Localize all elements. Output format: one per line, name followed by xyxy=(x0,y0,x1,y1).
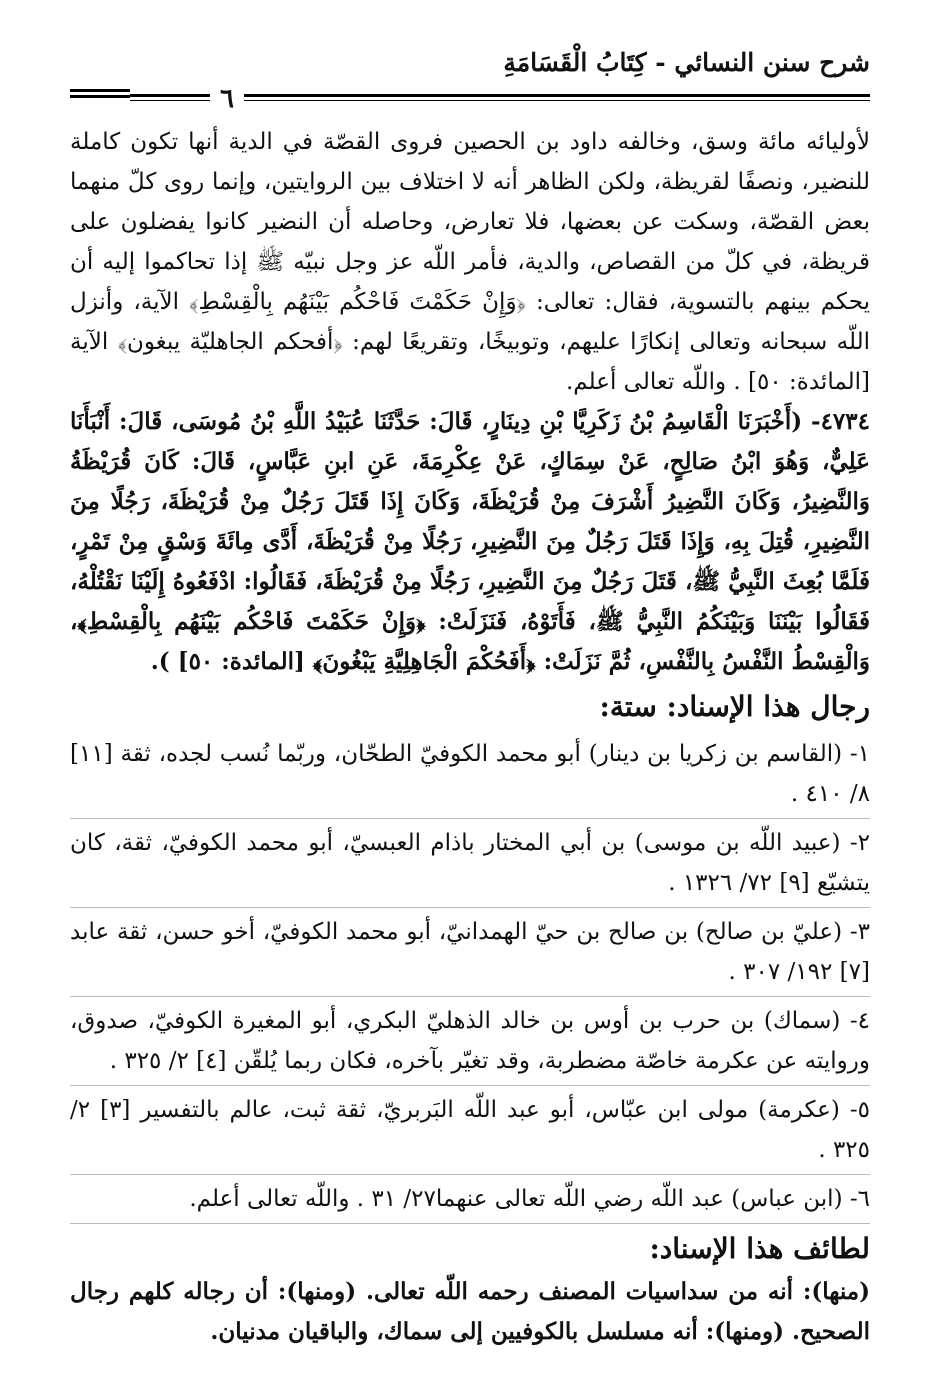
narrator-entry xyxy=(70,1090,870,1175)
narrator-text: ٥- (عكرمة) مولى ابن عبّاس، أبو عبد اللّه البَربريّ، ثقة ثبت، عالم بالتفسير [٣] ٢/ ٣٢٥ . xyxy=(70,1097,870,1163)
commentary-paragraph: لأوليائه مائة وسق، وخالفه داود بن الحصين فروى القصّة في الدية أنها تكون كاملة للنضير، ونصفًا لقريظة، ولكن الظاهر أنه لا اختلاف بين الروايتين، وإنما روى كلّ منهما بعض القصّة، وسكت عن بعضها، فلا تعارض، وحاصله أن النضير كانوا يفضلون على قريظة، في كلّ من القصاص، والدية، فأمر اللّه عز وجل نبيّه ﷺ إذا تحاكموا إليه أن يحكم بينهم بالتسوية، فقال: تعالى: ﴿وَإِنْ حَكَمْتَ فَاحْكُم بَيْنَهُم بِالْقِسْطِ﴾ الآية، وأنزل اللّه سبحانه وتعالى إنكارًا عليهم، وتوبيخًا، وتقريعًا لهم: ﴿أفحكم الجاهليّة يبغون﴾ الآية [المائدة: ٥٠] . واللّه تعالى أعلم. xyxy=(70,129,870,395)
narrator-text: ١- (القاسم بن زكريا بن دينار) أبو محمد الكوفيّ الطحّان، وربّما نُسب لجده، ثقة [١١] ٨/ ٤١٠ . xyxy=(70,741,870,807)
narrator-entry xyxy=(70,823,870,908)
hadith-text: ٤٧٣٤- (أَخْبَرَنَا الْقَاسِمُ بْنُ زَكَرِيَّا بْنِ دِينَارٍ، قَالَ: حَدَّثَنَا عُبَيْدُ اللَّهِ بْنُ مُوسَى، قَالَ: أَنْبَأَنَا عَلِيٌّ، وَهُوَ ابْنُ صَالِحٍ، عَنْ سِمَاكٍ، عَنْ عِكْرِمَةَ، عَنِ ابنِ عَبَّاسٍ، قَالَ: كَانَ قُرَيْظَةُ وَالنَّضِيرُ، وَكَانَ النَّضِيرُ أَشْرَفَ مِنْ قُرَيْظَةَ، وَكَانَ إِذَا قَتَلَ رَجُلٌ مِنْ قُرَيْظَةَ، رَجُلًا مِنَ النَّضِيرِ، قُتِلَ بِهِ، وَإِذَا قَتَلَ رَجُلٌ مِنَ النَّضِيرِ، رَجُلًا مِنْ قُرَيْظَةَ، أَدَّى مِائَةَ وَسْقٍ مِنْ تَمْرٍ، فَلَمَّا بُعِثَ النَّبِيُّ ﷺ، قَتَلَ رَجُلٌ مِنَ النَّضِيرِ، رَجُلًا مِنْ قُرَيْظَةَ، فَقَالُوا: ادْفَعُوهُ إِلَيْنَا نَقْتُلْهُ، فَقَالُوا بَيْنَنَا وَبَيْنَكُمُ النَّبِيُّ ﷺ، فَأَتَوْهُ، فَنَزَلَتْ: ﴿وَإِنْ حَكَمْتَ فَاحْكُم بَيْنَهُم بِالْقِسْطِ﴾، وَالْقِسْطُ النَّفْسُ بِالنَّفْسِ، ثُمَّ نَزَلَتْ: ﴿أَفَحُكْمَ الْجَاهِلِيَّةِ يَبْغُونَ﴾ [المائدة: ٥٠] ). xyxy=(70,408,870,675)
page-number: ٦ xyxy=(210,84,244,114)
narrator-entry xyxy=(70,1179,870,1224)
header-rule xyxy=(70,94,870,97)
header-ornament xyxy=(70,86,130,104)
narrator-text: ٣- (عليّ بن صالح) بن صالح بن حيّ الهمدانيّ، أبو محمد الكوفيّ، أخو حسن، ثقة عابد [٧] ١٩٢/ ٣٠٧ . xyxy=(70,919,870,985)
lataif-text: (منها): أنه من سداسيات المصنف رحمه اللّه تعالى. (ومنها): أن رجاله كلهم رجال الصحيح. (ومنها): أنه مسلسل بالكوفيين إلى سماك، والباقيان مدنيان. xyxy=(70,1278,870,1345)
document-page xyxy=(70,40,870,1352)
narrator-text: ٤- (سماك) بن حرب بن أوس بن خالد الذهليّ البكري، أبو المغيرة الكوفيّ، صدوق، وروايته عن عكرمة خاصّة مضطربة، وقد تغيّر بآخره، فكان ربما يُلقّن [٤] ٢/ ٣٢٥ . xyxy=(70,1008,870,1074)
header-rule-thin xyxy=(70,100,870,101)
narrator-entry xyxy=(70,734,870,819)
page-header xyxy=(70,40,870,114)
hadith-block xyxy=(70,402,870,682)
narrator-entry xyxy=(70,1001,870,1086)
page-body xyxy=(70,110,870,1352)
isnad-heading: رجال هذا الإسناد: ستة: xyxy=(599,690,870,723)
lataif-block xyxy=(70,1272,870,1352)
running-title: شرح سنن النسائي - كِتَابُ الْقَسَامَةِ xyxy=(503,48,870,77)
lataif-heading: لطائف هذا الإسناد: xyxy=(649,1232,870,1265)
narrator-text: ٢- (عبيد اللّه بن موسى) بن أبي المختار باذام العبسيّ، أبو محمد الكوفيّ، ثقة، كان يتشيّع [٩] ٧٢/ ١٣٢٦ . xyxy=(70,830,870,896)
narrator-entry xyxy=(70,912,870,997)
narrator-text: ٦- (ابن عباس) عبد اللّه رضي اللّه تعالى عنهما٢٧/ ٣١ . واللّه تعالى أعلم. xyxy=(189,1186,870,1212)
